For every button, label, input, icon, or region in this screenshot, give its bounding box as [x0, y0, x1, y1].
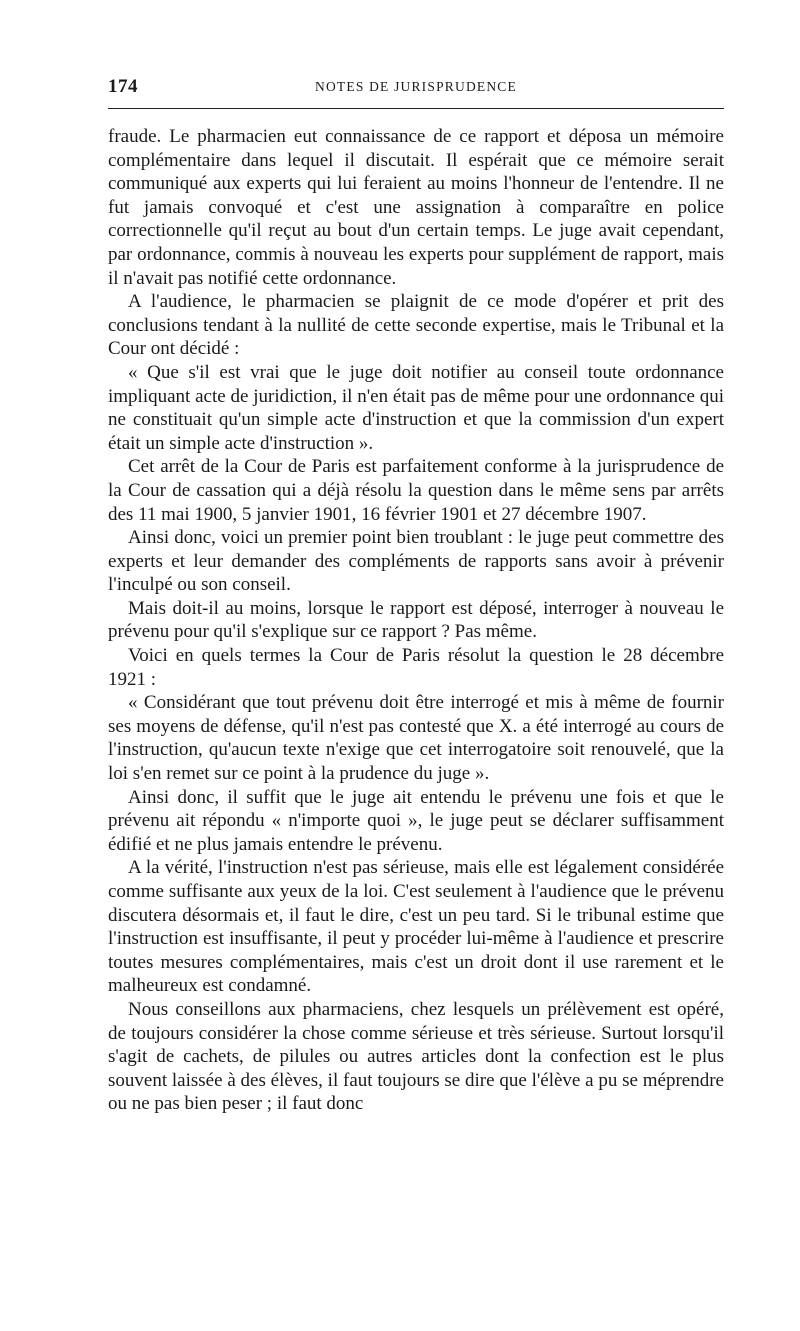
paragraph: A l'audience, le pharmacien se plaignit de ce mode d'opérer et prit des conclusions tendant à la nullité de cette seconde expertise, mais le Tribunal et la Cour ont décidé :	[108, 291, 724, 360]
paragraph: Nous conseillons aux pharmaciens, chez lesquels un prélèvement est opéré, de toujours considérer la chose comme sérieuse et très sérieuse. Surtout lorsqu'il s'agit de cachets, de pilules ou autres articles dont la confection est le plus souvent laissée à des élèves, il faut toujours se dire que l'élève a pu se méprendre ou ne pas bien peser ; il faut donc	[108, 998, 724, 1115]
paragraph: Mais doit-il au moins, lorsque le rapport est déposé, interroger à nouveau le prévenu pour qu'il s'explique sur ce rapport ? Pas même.	[108, 597, 724, 643]
paragraph: A la vérité, l'instruction n'est pas sérieuse, mais elle est légalement considérée comme suffisante aux yeux de la loi. C'est seulement à l'audience que le prévenu discutera désormais et, il faut le dire, c'est un peu tard. Si le tribunal estime que l'instruction est insuffisante, il peut y procéder lui-même à l'audience et prescrire toutes mesures complémentaires, mais c'est un droit dont il use rarement et le malheureux est condamné.	[108, 857, 724, 997]
quote-paragraph: « Considérant que tout prévenu doit être interrogé et mis à même de fournir ses moyens de défense, qu'il n'est pas contesté que X. a été interrogé au cours de l'instruction, qu'aucun texte n'exige que cet interrogatoire soit renouvelé, que la loi s'en remet sur ce point à la prudence du juge ».	[108, 692, 724, 785]
page-header	[108, 76, 724, 100]
paragraph: Voici en quels termes la Cour de Paris résolut la question le 28 décembre 1921 :	[108, 645, 724, 690]
header-rule	[108, 108, 724, 109]
paragraph: Ainsi donc, il suffit que le juge ait entendu le prévenu une fois et que le prévenu ait répondu « n'importe quoi », le juge peut se déclarer suffisamment édifié et ne plus jamais entendre le prévenu.	[108, 786, 724, 855]
page-number: 174	[108, 76, 138, 97]
body-text	[108, 125, 724, 1116]
quote-paragraph: « Que s'il est vrai que le juge doit notifier au conseil toute ordonnance impliquant acte de juridiction, il n'en était pas de même pour une ordonnance qui ne constituait qu'un simple acte d'instruction et que la commission d'un expert était un simple acte d'instruction ».	[108, 361, 724, 454]
paragraph: Cet arrêt de la Cour de Paris est parfaitement conforme à la jurisprudence de la Cour de cassation qui a déjà résolu la question dans le même sens par arrêts des 11 mai 1900, 5 janvier 1901, 16 février 1901 et 27 décembre 1907.	[108, 456, 724, 525]
paragraph: Ainsi donc, voici un premier point bien troublant : le juge peut commettre des experts et leur demander des compléments de rapports sans avoir à prévenir l'inculpé ou son conseil.	[108, 527, 724, 596]
running-title: NOTES DE JURISPRUDENCE	[315, 79, 517, 94]
paragraph: fraude. Le pharmacien eut connaissance de ce rapport et déposa un mémoire complémentaire dans lequel il discutait. Il espérait que ce mémoire serait communiqué aux experts qui lui feraient au moins l'honneur de l'entendre. Il ne fut jamais convoqué et c'est une assignation à comparaître en police correctionnelle qu'il reçut au bout d'un certain temps. Le juge avait cependant, par ordonnance, commis à nouveau les experts pour supplément de rapport, mais il n'avait pas notifié cette ordonnance.	[108, 126, 724, 289]
